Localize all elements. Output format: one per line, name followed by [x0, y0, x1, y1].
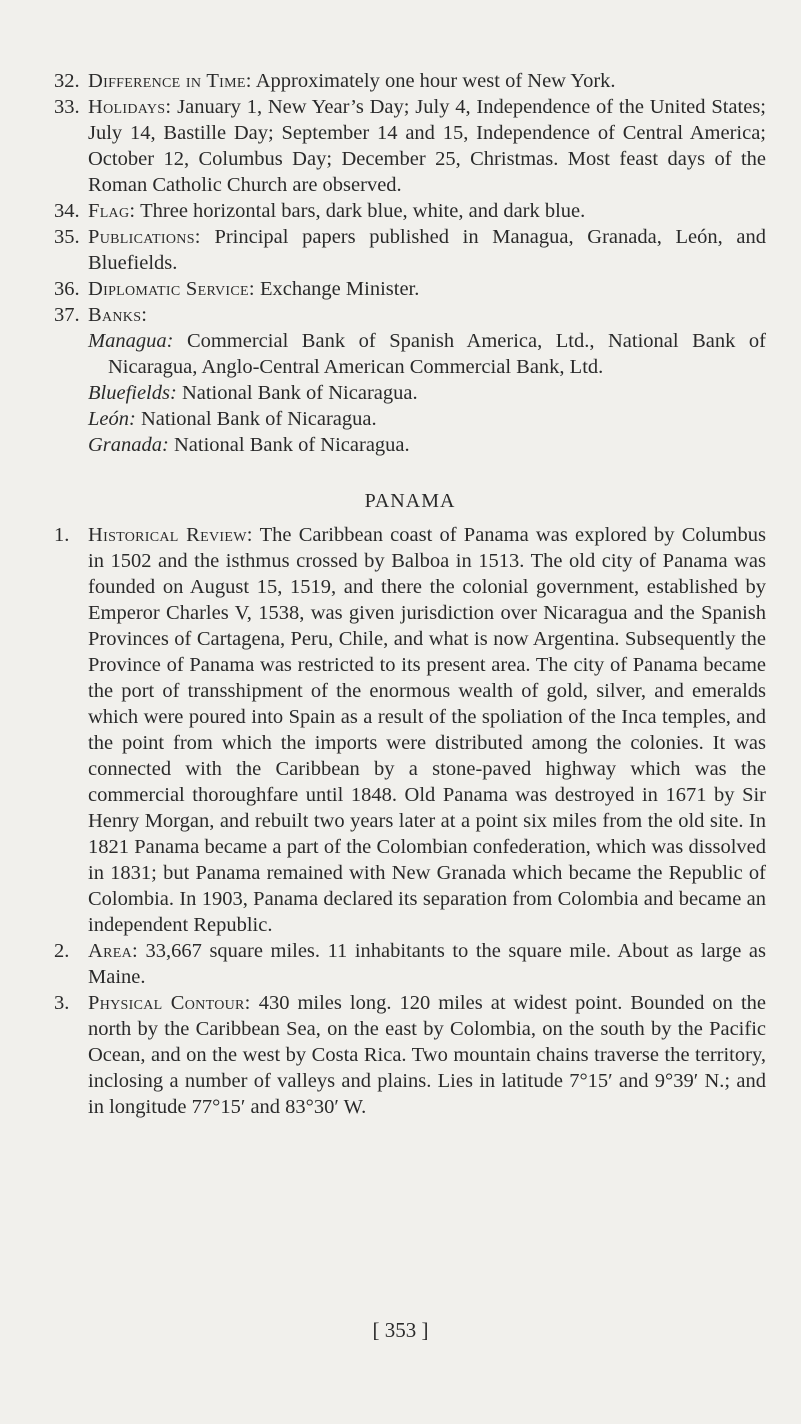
entry-heading: Area: — [88, 940, 138, 962]
bank-city-bluefields — [88, 380, 766, 406]
entry-physical-contour — [54, 990, 766, 1120]
entry-area — [54, 938, 766, 990]
entry-number: 34. — [54, 200, 80, 222]
city-name: Bluefields: — [88, 382, 177, 404]
entry-number: 36. — [54, 278, 80, 300]
page-number: [ 353 ] — [372, 1318, 429, 1342]
entry-heading: Publications: — [88, 226, 201, 248]
entry-historical-review — [54, 522, 766, 938]
entry-flag — [54, 198, 766, 224]
entry-text: Approximately one hour west of New York. — [255, 70, 616, 92]
entry-banks — [54, 302, 766, 458]
entry-heading: Difference in Time: — [88, 70, 252, 92]
entry-text: Three horizontal bars, dark blue, white, and dark blue. — [140, 200, 586, 222]
city-name: León: — [88, 408, 136, 430]
bank-list: Commercial Bank of Spanish America, Ltd., National Bank of Nicaragua, Anglo-Central American Commercial Bank, Ltd. — [108, 330, 766, 378]
entry-number: 1. — [54, 524, 70, 546]
entry-text: 33,667 square miles. 11 inhabitants to the square mile. About as large as Maine. — [88, 940, 767, 988]
city-name: Managua: — [88, 330, 174, 352]
entry-heading: Banks: — [88, 304, 148, 326]
entry-number: 37. — [54, 304, 80, 326]
entry-heading: Flag: — [88, 200, 136, 222]
entry-number: 3. — [54, 992, 70, 1014]
bank-city-managua — [88, 328, 766, 380]
bank-city-leon — [88, 406, 766, 432]
section-title-panama: PANAMA — [364, 490, 456, 512]
bank-city-granada — [88, 432, 766, 458]
entry-heading: Physical Contour: — [88, 992, 251, 1014]
entry-text: Exchange Minister. — [259, 278, 420, 300]
bank-list: National Bank of Nicaragua. — [173, 434, 410, 456]
entry-text: January 1, New Year’s Day; July 4, Independence of the United States; July 14, Bastille Day; September 14 and 15, Independence of Central America; October 12, Columbus Day; December 25, Christmas. Most feast days of the Roman Catholic Church are observed. — [88, 96, 766, 196]
entry-heading: Diplomatic Service: — [88, 278, 255, 300]
entry-heading: Historical Review: — [88, 524, 253, 546]
page-content — [54, 68, 766, 1120]
bank-list: National Bank of Nicaragua. — [181, 382, 418, 404]
entry-number: 35. — [54, 226, 80, 248]
entry-text: The Caribbean coast of Panama was explored by Columbus in 1502 and the isthmus crossed by Balboa in 1513. The old city of Panama was founded on August 15, 1519, and there the colonial government, established by Emperor Charles V, 1538, was given jurisdiction over Nicaragua and the Spanish Provinces of Cartagena, Peru, Chile, and what is now Argentina. Subsequently the Province of Panama was restricted to its present area. The city of Panama became the port of transshipment of the enormous wealth of gold, silver, and emeralds which were poured into Spain as a result of the spoliation of the Inca temples, and the point from which the imports were distributed among the colonies. It was connected with the Caribbean by a stone-paved highway which was the commercial thoroughfare until 1848. Old Panama was destroyed in 1671 by Sir Henry Morgan, and rebuilt two years later at a point six miles from the old site. In 1821 Panama became a part of the Colombian confederation, which was dissolved in 1831; but Panama remained with New Granada which became the Republic of Colombia. In 1903, Panama declared its separation from Colombia and became an independent Republic. — [88, 524, 766, 936]
entry-holidays — [54, 94, 766, 198]
entry-heading: Holidays: — [88, 96, 172, 118]
city-name: Granada: — [88, 434, 169, 456]
entry-number: 2. — [54, 940, 70, 962]
entry-text: 430 miles long. 120 miles at widest point. Bounded on the north by the Caribbean Sea, on the east by Colombia, on the south by the Pacific Ocean, and on the west by Costa Rica. Two mountain chains traverse the territory, inclosing a number of valleys and plains. Lies in latitude 7°15′ and 9°39′ N.; and in longitude 77°15′ and 83°30′ W. — [88, 992, 767, 1118]
entry-diplomatic-service — [54, 276, 766, 302]
entry-publications — [54, 224, 766, 276]
entry-number: 33. — [54, 96, 80, 118]
entry-number: 32. — [54, 70, 80, 92]
entry-difference-in-time — [54, 68, 766, 94]
entry-text: Principal papers published in Managua, Granada, León, and Bluefields. — [88, 226, 766, 274]
bank-list: National Bank of Nicaragua. — [140, 408, 377, 430]
